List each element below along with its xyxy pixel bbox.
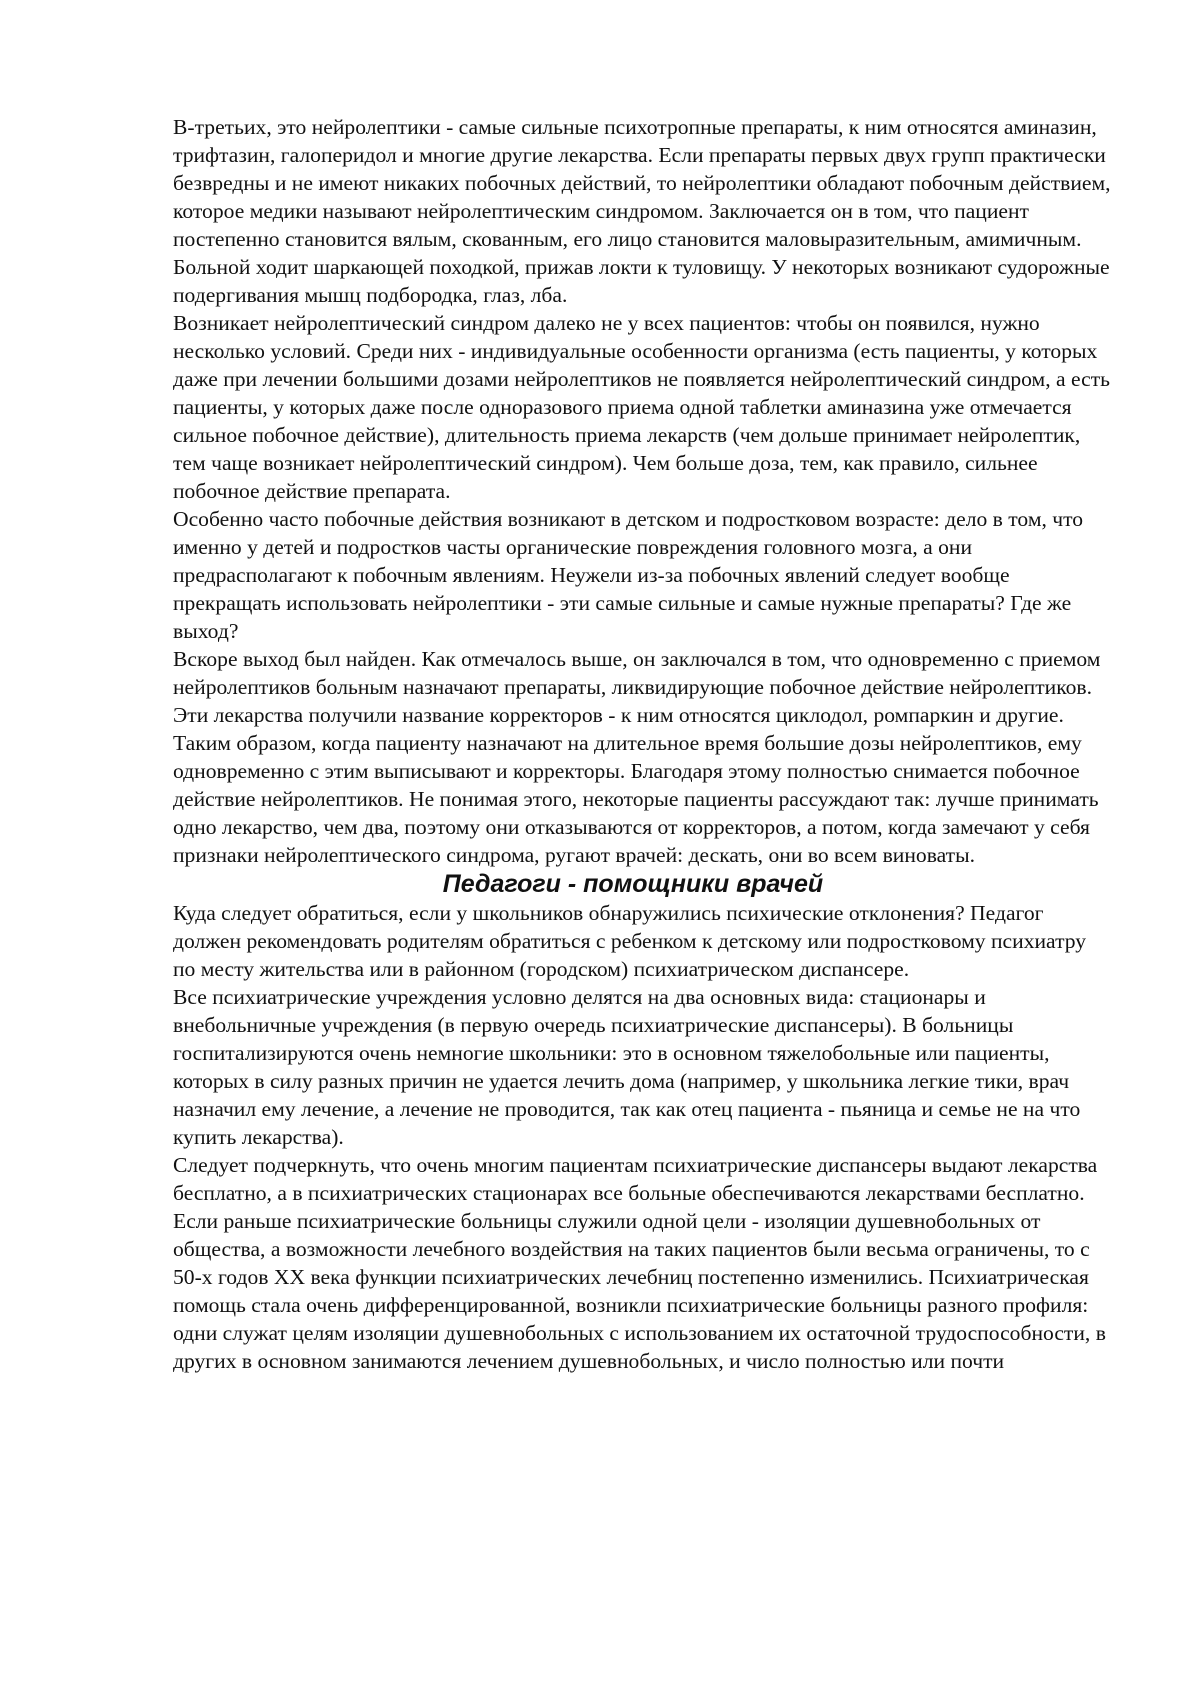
- section-heading: Педагоги - помощники врачей: [442, 870, 824, 898]
- paragraph-neuroleptic-syndrome: Возникает нейролептический синдром далеко не у всех пациентов: чтобы он появился, нужно несколько условий. Среди них - индивидуальные особенности организма (есть пациенты, у которых даже при лечении большими дозами нейролептиков не появляется нейролептический синдром, а есть пациенты, у которых даже после одноразового приема одной таблетки аминазина уже отмечается сильное побочное действие), длительность приема лекарств (чем дольше принимает нейролептик, тем чаще возникает нейролептический синдром). Чем больше доза, тем, как правило, сильнее побочное действие препарата.: [173, 311, 1110, 503]
- paragraph-neuroleptics: В-третьих, это нейролептики - самые сильные психотропные препараты, к ним относятся аминазин, трифтазин, галоперидол и многие другие лекарства. Если препараты первых двух групп практически безвредны и не имеют никаких побочных действий, то нейролептики обладают побочным действием, которое медики называют нейролептическим синдромом. Заключается он в том, что пациент постепенно становится вялым, скованным, его лицо становится маловыразительным, амимичным. Больной ходит шаркающей походкой, прижав локти к туловищу. У некоторых возникают судорожные подергивания мышц подбородка, глаз, лба.: [173, 115, 1111, 307]
- document-page: [173, 113, 1113, 1375]
- paragraph-patients-refuse-correctors: Таким образом, когда пациенту назначают на длительное время большие дозы нейролептиков, ему одновременно с этим выписывают и корректоры. Благодаря этому полностью снимается побочное действие нейролептиков. Не понимая этого, некоторые пациенты рассуждают так: лучше принимать одно лекарство, чем два, поэтому они отказываются от корректоров, а потом, когда замечают у себя признаки нейролептического синдрома, ругают врачей: дескать, они во всем виноваты.: [173, 731, 1099, 867]
- paragraph-correctors: Вскоре выход был найден. Как отмечалось выше, он заключался в том, что одновременно с приемом нейролептиков больным назначают препараты, ликвидирующие побочное действие нейролептиков. Эти лекарства получили название корректоров - к ним относятся циклодол, ромпаркин и другие.: [173, 647, 1101, 727]
- paragraph-side-effects-children: Особенно часто побочные действия возникают в детском и подростковом возрасте: дело в том, что именно у детей и подростков часты органические повреждения головного мозга, а они предрасполагают к побочным явлениям. Неужели из-за побочных явлений следует вообще прекращать использовать нейролептики - эти самые сильные и самые нужные препараты? Где же выход?: [173, 507, 1084, 643]
- paragraph-institution-types: Все психиатрические учреждения условно делятся на два основных вида: стационары и внебольничные учреждения (в первую очередь психиатрические диспансеры). В больницы госпитализируются очень немногие школьники: это в основном тяжелобольные или пациенты, которых в силу разных причин не удается лечить дома (например, у школьника легкие тики, врач назначил ему лечение, а лечение не проводится, так как отец пациента - пьяница и семье не на что купить лекарства).: [173, 985, 1081, 1149]
- paragraph-free-medicine: Следует подчеркнуть, что очень многим пациентам психиатрические диспансеры выдают лекарства бесплатно, а в психиатрических стационарах все больные обеспечиваются лекарствами бесплатно.: [173, 1153, 1098, 1205]
- paragraph-hospital-history: Если раньше психиатрические больницы служили одной цели - изоляции душевнобольных от общества, а возможности лечебного воздействия на таких пациентов были весьма ограничены, то с 50-х годов XX века функции психиатрических лечебниц постепенно изменились. Психиатрическая помощь стала очень дифференцированной, возникли психиатрические больницы разного профиля: одни служат целям изоляции душевнобольных с использованием их остаточной трудоспособности, в других в основном занимаются лечением душевнобольных, и число полностью или почти: [173, 1209, 1106, 1373]
- paragraph-where-to-go: Куда следует обратиться, если у школьников обнаружились психические отклонения? Педагог должен рекомендовать родителям обратиться с ребенком к детскому или подростковому психиатру по месту жительства или в районном (городском) психиатрическом диспансере.: [173, 901, 1087, 981]
